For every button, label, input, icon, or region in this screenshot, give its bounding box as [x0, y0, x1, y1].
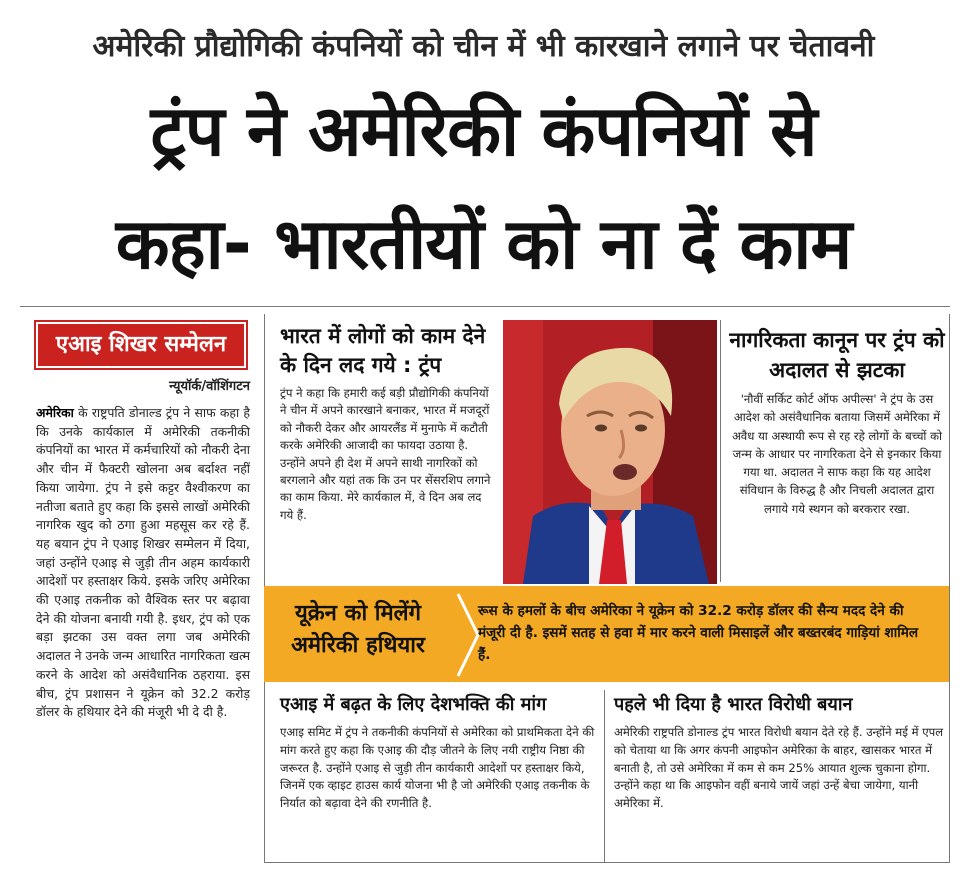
- main-headline-line-2: कहा- भारतीयों को ना दें काम: [115, 203, 852, 285]
- ukraine-box-body: रूस के हमलों के बीच अमेरिका ने यूक्रेन को 32.2 करोड़ डॉलर की सैन्य मदद देने की मंजूरी दी है. इसमें सतह से हवा में मार करने वाली मिसाइलें और बख्तरबंद गाड़ियां शामिल हैं.: [478, 603, 919, 663]
- portrait-illustration: [503, 320, 717, 584]
- bottom-rule: [264, 862, 950, 863]
- ukraine-box-headline: यूक्रेन को मिलेंगे अमेरिकी हथियार: [291, 601, 425, 658]
- story-body-jobs: ट्रंप ने कहा कि हमारी कई बड़ी प्रौद्योगिकी कंपनियों ने चीन में अपने कारखाने बनाकर, भारत में मजदूरों को नौकरी देकर और आयरलैंड में मुनाफे में कटौती करके अमेरिकी आजादी का फायदा उठाया है. उन्होंने अपने ही देश में अपने साथी नागरिकों को बरगलाने और यहां तक कि उन पर सेंसरशिप लगाने का काम किया. मेरे कार्यकाल में, वे दिन अब लद गये हैं.: [280, 386, 491, 522]
- section-tag: एआइ शिखर सम्मेलन: [36, 322, 246, 368]
- story-body-anti-india: अमेरिकी राष्ट्रपति डोनाल्ड ट्रंप भारत विरोधी बयान देते रहे हैं. उन्होंने मई में एपल को चेताया था कि अगर कंपनी आइफोन अमेरिका के बाहर, खासकर भारत में बनाती है, तो उसे अमेरिका में कम से कम 25% आयात शुल्क चुकाना होगा. उन्होंने कहा था कि आइफोन वहीं बनाये जायें जहां उन्हें बेचा जायेगा, यानी अमेरिका में.: [614, 725, 944, 811]
- trump-photo: [503, 320, 717, 584]
- lead-story-text: के राष्ट्रपति डोनाल्ड ट्रंप ने साफ कहा है कि उनके कार्यकाल में अमेरिकी तकनीकी कंपनियों का भारत में कर्मचारियों को नौकरी देना और चीन में फैक्टरी खोलना अब बर्दाश्त नहीं किया जायेगा. ट्रंप ने इसे कट्टर वैश्वीकरण का नतीजा बताते हुए कहा कि इससे लाखों अमेरिकी नागरिक खुद को ठगा हुआ महसूस कर रहे हैं. यह बयान ट्रंप ने एआइ शिखर सम्मेलन में दिया, जहां उन्होंने एआइ से जुड़ी तीन अहम कार्यकारी आदेशों पर हस्ताक्षर किये. इसके जरिए अमेरिका की एआइ तकनीक को वैश्विक स्तर पर बढ़ावा देने की योजना बनायी गयी है. इधर, ट्रंप को एक बड़ा झटका उस वक्त लगा जब अमेरिकी अदालत ने उनके जन्म आधारित नागरिकता खत्म करने के आदेश को असंवैधानिक ठहराया. इस बीच, ट्रंप प्रशासन ने यूक्रेन को 32.2 करोड़ डॉलर के हथियार देने की मंजूरी भी दे दी है.: [36, 405, 250, 720]
- kicker-headline: अमेरिकी प्रौद्योगिकी कंपनियों को चीन में भी कारखाने लगाने पर चेतावनी: [92, 29, 875, 64]
- bottom-divider: [604, 690, 605, 862]
- story-headline-jobs: भारत में लोगों को काम देने के दिन लद गये : ट्रंप: [280, 324, 486, 377]
- story-headline-citizenship: नागरिकता कानून पर ट्रंप को अदालत से झटका: [729, 328, 945, 382]
- story-body-ai: एआइ समिट में ट्रंप ने तकनीकी कंपनियों से अमेरिका को प्राथमिकता देने की मांग करते हुए कहा कि एआइ की दौड़ जीतने के लिए नयी राष्ट्रीय निष्ठा की जरूरत है. उन्होंने एआइ से जुड़ी तीन कार्यकारी आदेशों पर हस्ताक्षर किये, जिनमें एक व्हाइट हाउस कार्य योजना भी है जो अमेरिकी एआइ तकनीक के निर्यात को बढ़ावा देने की रणनीति है.: [280, 725, 595, 811]
- headline-divider: [20, 306, 950, 307]
- column-divider-3: [720, 320, 721, 582]
- story-headline-anti-india: पहले भी दिया है भारत विरोधी बयान: [614, 694, 853, 715]
- dateline: न्यूयॉर्क/वॉशिंगटन: [169, 379, 250, 394]
- story-body-citizenship: 'नौवीं सर्किट कोर्ट ऑफ अपील्स' ने ट्रंप के उस आदेश को असंवैधानिक बताया जिसमें अमेरिका में अवैध या अस्थायी रूप से रह रहे लोगों के बच्चों को जन्म के आधार पर नागरिकता देने से इनकार किया गया था. अदालत ने साफ कहा कि यह आदेश संविधान के विरुद्ध है और निचली अदालत द्वारा लगाये गये स्थगन को बरकरार रखा.: [731, 392, 943, 516]
- lead-story-body: [36, 404, 250, 722]
- main-headline-line-1: ट्रंप ने अमेरिकी कंपनियों से: [150, 90, 817, 172]
- story-headline-ai: एआइ में बढ़त के लिए देशभक्ति की मांग: [280, 694, 547, 715]
- lead-word: अमेरिका: [36, 405, 74, 420]
